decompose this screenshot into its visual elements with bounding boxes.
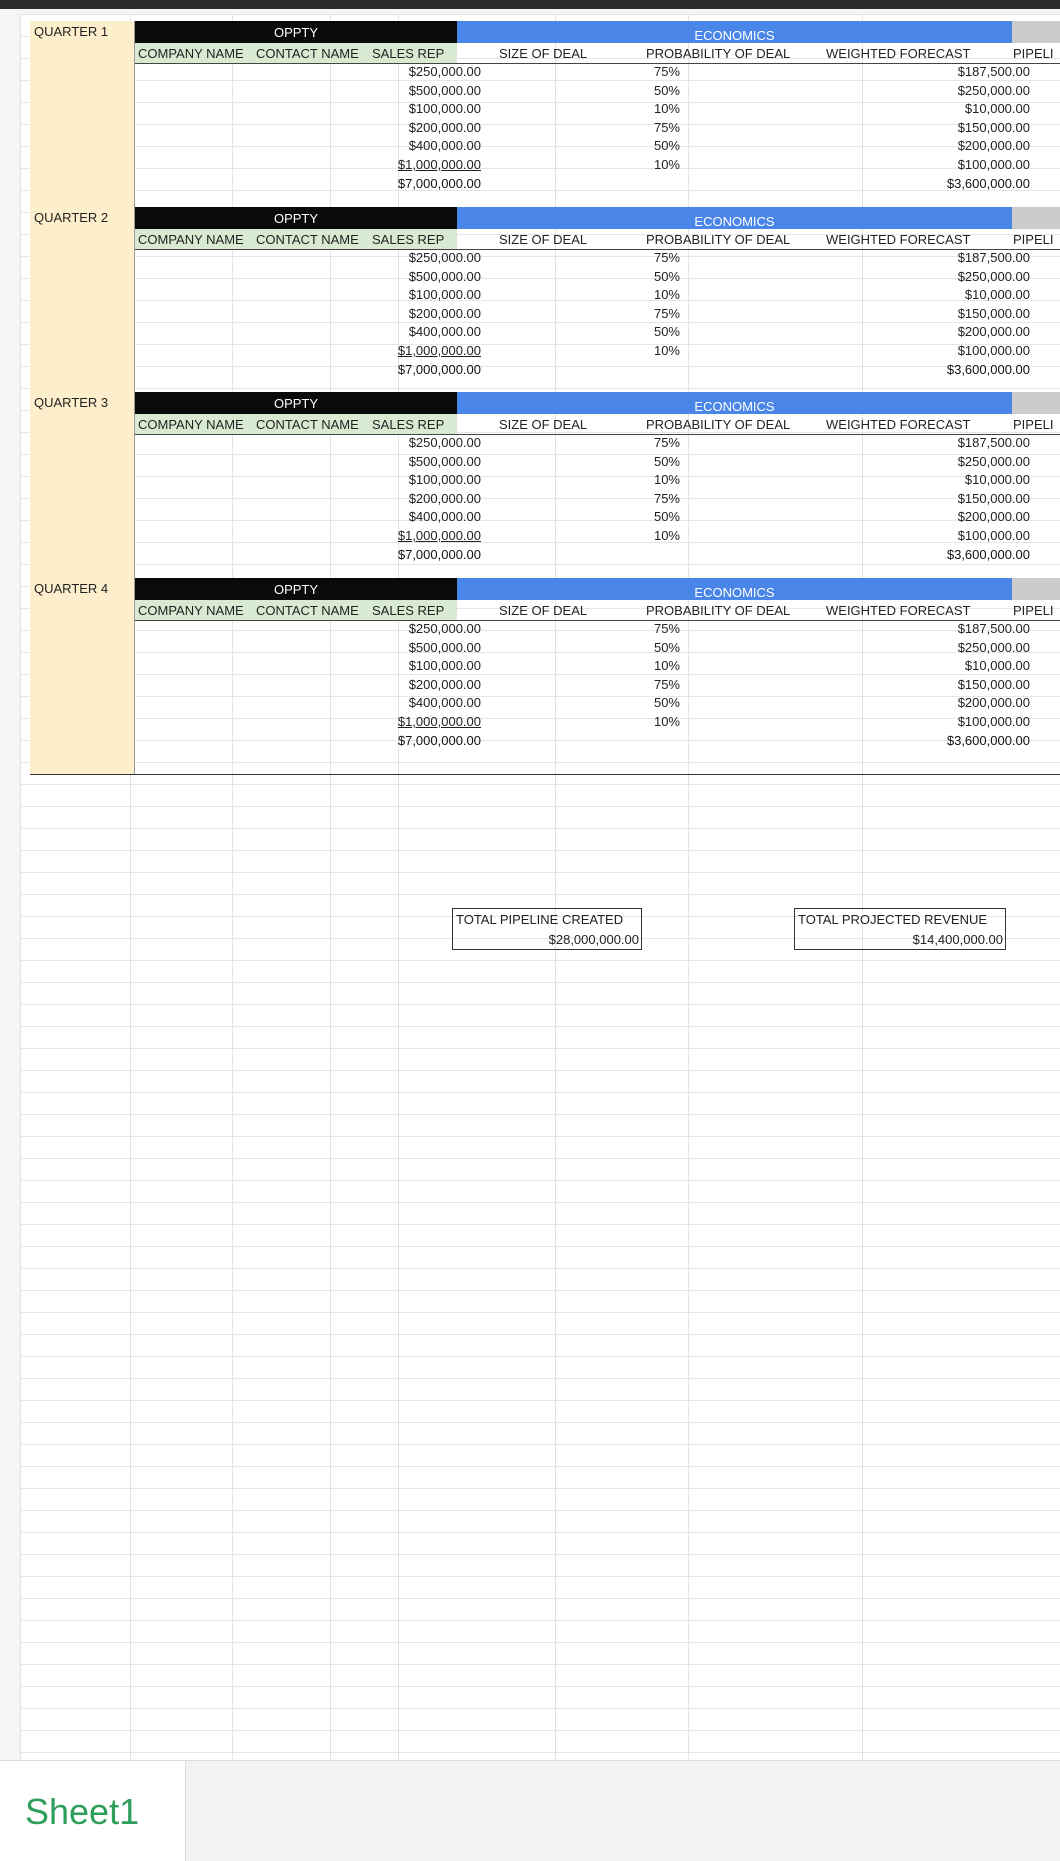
pipeline-header[interactable]: PIPELI xyxy=(1013,603,1054,618)
deal-size-cell[interactable]: $200,000.00 xyxy=(408,491,481,506)
pipeline-header[interactable]: PIPELI xyxy=(1013,46,1054,61)
quarter-label[interactable]: QUARTER 4 xyxy=(30,578,135,774)
deal-probability-cell[interactable]: 75% xyxy=(653,120,680,135)
economics-header[interactable]: ECONOMICS xyxy=(457,392,1012,414)
contact-name-header[interactable]: CONTACT NAME xyxy=(256,232,359,247)
company-name-header[interactable]: COMPANY NAME xyxy=(138,46,244,61)
pipeline-header-cell[interactable] xyxy=(1012,392,1060,414)
weighted-forecast-cell[interactable]: $150,000.00 xyxy=(957,306,1030,321)
quarter-total-size-cell[interactable]: $7,000,000.00 xyxy=(397,733,481,748)
deal-probability-cell[interactable]: 10% xyxy=(653,658,680,673)
oppty-header[interactable]: OPPTY xyxy=(135,21,457,43)
deal-size-cell[interactable]: $400,000.00 xyxy=(408,509,481,524)
sales-rep-header[interactable]: SALES REP xyxy=(372,46,445,61)
oppty-header[interactable]: OPPTY xyxy=(135,578,457,600)
weighted-forecast-cell[interactable]: $10,000.00 xyxy=(964,472,1030,487)
sales-rep-header[interactable]: SALES REP xyxy=(372,417,445,432)
weighted-forecast-cell[interactable]: $187,500.00 xyxy=(957,250,1030,265)
weighted-forecast-cell[interactable]: $100,000.00 xyxy=(957,157,1030,172)
contact-name-header[interactable]: CONTACT NAME xyxy=(256,46,359,61)
quarter-total-forecast-cell[interactable]: $3,600,000.00 xyxy=(946,547,1030,562)
quarter-label[interactable]: QUARTER 1 xyxy=(30,21,135,217)
deal-probability-cell[interactable]: 75% xyxy=(653,306,680,321)
deal-probability-cell[interactable]: 75% xyxy=(653,621,680,636)
top-status-bar xyxy=(0,0,1060,9)
weighted-forecast-header[interactable]: WEIGHTED FORECAST xyxy=(826,46,971,61)
weighted-forecast-cell[interactable]: $200,000.00 xyxy=(957,509,1030,524)
quarter-bottom-border xyxy=(30,774,1060,775)
sheet-tab-label: Sheet1 xyxy=(25,1791,140,1832)
sheet-tab-bar xyxy=(0,1760,1060,1861)
total-pipeline-box[interactable] xyxy=(452,908,642,950)
weighted-forecast-cell[interactable]: $150,000.00 xyxy=(957,120,1030,135)
pipeline-header-cell[interactable] xyxy=(1012,207,1060,229)
sales-rep-header[interactable]: SALES REP xyxy=(372,232,445,247)
quarter-total-forecast-cell[interactable]: $3,600,000.00 xyxy=(946,733,1030,748)
quarter-total-forecast-cell[interactable]: $3,600,000.00 xyxy=(946,362,1030,377)
oppty-header[interactable]: OPPTY xyxy=(135,392,457,414)
weighted-forecast-cell[interactable]: $100,000.00 xyxy=(957,714,1030,729)
grid-column-line xyxy=(20,14,21,1760)
deal-probability-cell[interactable]: 10% xyxy=(653,343,680,358)
deal-probability-cell[interactable]: 50% xyxy=(653,509,680,524)
weighted-forecast-cell[interactable]: $200,000.00 xyxy=(957,324,1030,339)
deal-size-cell[interactable]: $1,000,000.00 xyxy=(397,343,481,358)
deal-size-cell[interactable]: $500,000.00 xyxy=(408,640,481,655)
weighted-forecast-cell[interactable]: $150,000.00 xyxy=(957,491,1030,506)
weighted-forecast-header[interactable]: WEIGHTED FORECAST xyxy=(826,417,971,432)
deal-size-cell[interactable]: $200,000.00 xyxy=(408,120,481,135)
weighted-forecast-header[interactable]: WEIGHTED FORECAST xyxy=(826,232,971,247)
company-name-header[interactable]: COMPANY NAME xyxy=(138,603,244,618)
total-pipeline-label: TOTAL PIPELINE CREATED xyxy=(456,912,624,927)
weighted-forecast-cell[interactable]: $100,000.00 xyxy=(957,528,1030,543)
economics-header[interactable]: ECONOMICS xyxy=(457,578,1012,600)
deal-size-cell[interactable]: $100,000.00 xyxy=(408,287,481,302)
size-of-deal-header[interactable]: SIZE OF DEAL xyxy=(499,46,588,61)
probability-of-deal-header[interactable]: PROBABILITY OF DEAL xyxy=(646,46,791,61)
size-of-deal-header[interactable]: SIZE OF DEAL xyxy=(499,603,588,618)
spreadsheet-grid[interactable] xyxy=(20,14,1060,1760)
size-of-deal-header[interactable]: SIZE OF DEAL xyxy=(499,232,588,247)
weighted-forecast-cell[interactable]: $10,000.00 xyxy=(964,101,1030,116)
deal-probability-cell[interactable]: 10% xyxy=(653,157,680,172)
deal-probability-cell[interactable]: 75% xyxy=(653,64,680,79)
deal-probability-cell[interactable]: 50% xyxy=(653,269,680,284)
size-of-deal-header[interactable]: SIZE OF DEAL xyxy=(499,417,588,432)
column-header-row xyxy=(135,600,1060,621)
weighted-forecast-cell[interactable]: $10,000.00 xyxy=(964,658,1030,673)
quarter-label[interactable]: QUARTER 3 xyxy=(30,392,135,588)
deal-size-cell[interactable]: $500,000.00 xyxy=(408,83,481,98)
economics-header[interactable]: ECONOMICS xyxy=(457,207,1012,229)
probability-of-deal-header[interactable]: PROBABILITY OF DEAL xyxy=(646,232,791,247)
pipeline-header[interactable]: PIPELI xyxy=(1013,417,1054,432)
weighted-forecast-cell[interactable]: $187,500.00 xyxy=(957,64,1030,79)
deal-probability-cell[interactable]: 50% xyxy=(653,324,680,339)
deal-size-cell[interactable]: $1,000,000.00 xyxy=(397,528,481,543)
pipeline-header-cell[interactable] xyxy=(1012,21,1060,43)
deal-size-cell[interactable]: $250,000.00 xyxy=(408,435,481,450)
column-header-row xyxy=(135,43,1060,64)
deal-size-cell[interactable]: $500,000.00 xyxy=(408,454,481,469)
deal-size-cell[interactable]: $400,000.00 xyxy=(408,695,481,710)
deal-size-cell[interactable]: $200,000.00 xyxy=(408,677,481,692)
weighted-forecast-cell[interactable]: $100,000.00 xyxy=(957,343,1030,358)
deal-size-cell[interactable]: $250,000.00 xyxy=(408,250,481,265)
contact-name-header[interactable]: CONTACT NAME xyxy=(256,417,359,432)
deal-probability-cell[interactable]: 75% xyxy=(653,250,680,265)
probability-of-deal-header[interactable]: PROBABILITY OF DEAL xyxy=(646,603,791,618)
quarter-block xyxy=(30,578,1060,798)
deal-size-cell[interactable]: $400,000.00 xyxy=(408,324,481,339)
deal-probability-cell[interactable]: 10% xyxy=(653,528,680,543)
sales-rep-header[interactable]: SALES REP xyxy=(372,603,445,618)
deal-size-cell[interactable]: $200,000.00 xyxy=(408,306,481,321)
quarter-total-size-cell[interactable]: $7,000,000.00 xyxy=(397,176,481,191)
deal-probability-cell[interactable]: 50% xyxy=(653,138,680,153)
quarter-total-size-cell[interactable]: $7,000,000.00 xyxy=(397,547,481,562)
probability-of-deal-header[interactable]: PROBABILITY OF DEAL xyxy=(646,417,791,432)
weighted-forecast-cell[interactable]: $10,000.00 xyxy=(964,287,1030,302)
deal-size-cell[interactable]: $100,000.00 xyxy=(408,472,481,487)
weighted-forecast-cell[interactable]: $187,500.00 xyxy=(957,621,1030,636)
deal-probability-cell[interactable]: 10% xyxy=(653,287,680,302)
deal-probability-cell[interactable]: 75% xyxy=(653,491,680,506)
column-header-row xyxy=(135,229,1060,250)
total-pipeline-value: $28,000,000.00 xyxy=(548,932,639,947)
deal-probability-cell[interactable]: 10% xyxy=(653,101,680,116)
deal-size-cell[interactable]: $400,000.00 xyxy=(408,138,481,153)
weighted-forecast-cell[interactable]: $250,000.00 xyxy=(957,454,1030,469)
pipeline-header-cell[interactable] xyxy=(1012,578,1060,600)
weighted-forecast-cell[interactable]: $187,500.00 xyxy=(957,435,1030,450)
quarter-label[interactable]: QUARTER 2 xyxy=(30,207,135,403)
weighted-forecast-cell[interactable]: $250,000.00 xyxy=(957,640,1030,655)
deal-probability-cell[interactable]: 50% xyxy=(653,695,680,710)
deal-size-cell[interactable]: $100,000.00 xyxy=(408,658,481,673)
deal-probability-cell[interactable]: 75% xyxy=(653,435,680,450)
column-header-row xyxy=(135,414,1060,435)
company-name-header[interactable]: COMPANY NAME xyxy=(138,232,244,247)
pipeline-header[interactable]: PIPELI xyxy=(1013,232,1054,247)
deal-probability-cell[interactable]: 75% xyxy=(653,677,680,692)
total-revenue-box[interactable] xyxy=(794,908,1006,950)
weighted-forecast-cell[interactable]: $150,000.00 xyxy=(957,677,1030,692)
deal-size-cell[interactable]: $100,000.00 xyxy=(408,101,481,116)
total-revenue-value: $14,400,000.00 xyxy=(912,932,1003,947)
deal-probability-cell[interactable]: 50% xyxy=(653,640,680,655)
sheet-tab-sheet1[interactable] xyxy=(0,1761,186,1861)
contact-name-header[interactable]: CONTACT NAME xyxy=(256,603,359,618)
deal-probability-cell[interactable]: 50% xyxy=(653,454,680,469)
company-name-header[interactable]: COMPANY NAME xyxy=(138,417,244,432)
deal-probability-cell[interactable]: 10% xyxy=(653,472,680,487)
quarter-total-size-cell[interactable]: $7,000,000.00 xyxy=(397,362,481,377)
weighted-forecast-cell[interactable]: $250,000.00 xyxy=(957,269,1030,284)
deal-size-cell[interactable]: $250,000.00 xyxy=(408,621,481,636)
quarter-total-forecast-cell[interactable]: $3,600,000.00 xyxy=(946,176,1030,191)
oppty-header[interactable]: OPPTY xyxy=(135,207,457,229)
total-revenue-label: TOTAL PROJECTED REVENUE xyxy=(798,912,988,927)
deal-size-cell[interactable]: $1,000,000.00 xyxy=(397,714,481,729)
weighted-forecast-cell[interactable]: $200,000.00 xyxy=(957,138,1030,153)
deal-size-cell[interactable]: $500,000.00 xyxy=(408,269,481,284)
deal-probability-cell[interactable]: 50% xyxy=(653,83,680,98)
weighted-forecast-header[interactable]: WEIGHTED FORECAST xyxy=(826,603,971,618)
weighted-forecast-cell[interactable]: $200,000.00 xyxy=(957,695,1030,710)
deal-size-cell[interactable]: $1,000,000.00 xyxy=(397,157,481,172)
deal-probability-cell[interactable]: 10% xyxy=(653,714,680,729)
weighted-forecast-cell[interactable]: $250,000.00 xyxy=(957,83,1030,98)
deal-size-cell[interactable]: $250,000.00 xyxy=(408,64,481,79)
economics-header[interactable]: ECONOMICS xyxy=(457,21,1012,43)
